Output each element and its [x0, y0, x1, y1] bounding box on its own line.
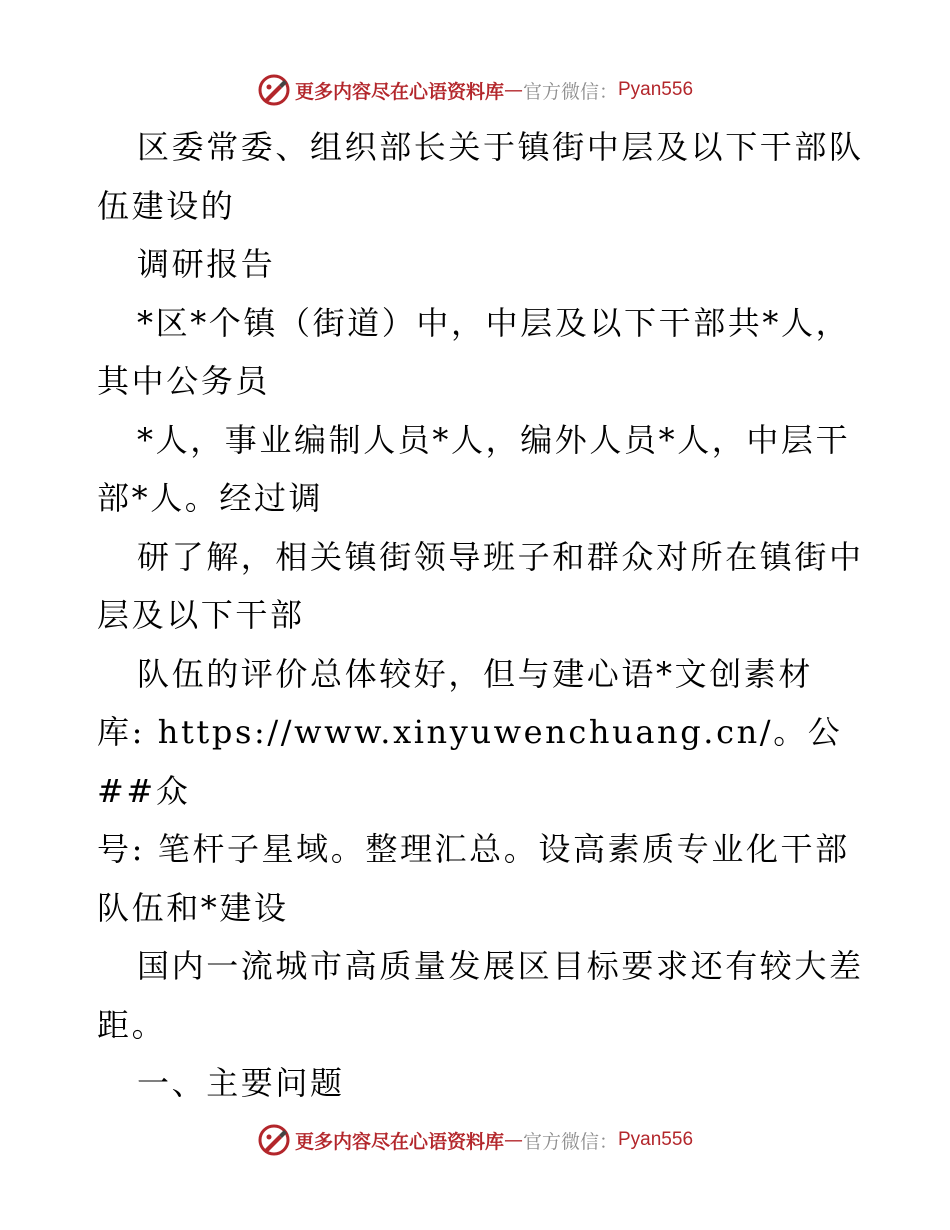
banner-wechat-label: 官方微信： — [522, 80, 618, 103]
text-line: 其中公务员 — [97, 362, 271, 400]
text-line: 伍建设的 — [97, 186, 236, 225]
text-line: 调研报告 — [137, 245, 276, 283]
text-line: 队伍和*建设 — [97, 888, 289, 927]
banner-wechat-label: 官方微信： — [522, 1130, 618, 1153]
pen-logo-icon — [257, 1123, 291, 1157]
banner-separator: — — [503, 79, 523, 101]
text-line: 部*人。经过调 — [97, 479, 324, 517]
text-line: *区*个镇（街道）中，中层及以下干部共*人， — [137, 303, 851, 342]
footer-watermark-banner — [0, 1122, 950, 1158]
pen-logo-icon — [257, 73, 291, 107]
banner-wechat-id: Pyan556 — [618, 1129, 694, 1150]
banner-wechat-id: Pyan556 — [618, 79, 694, 100]
header-watermark-banner — [0, 72, 950, 108]
text-line: 库: https://www.xinyuwenchuang.cn/。公##众 — [97, 713, 843, 810]
banner-main-text: 更多内容尽在心语资料库 — [294, 80, 504, 103]
banner-main-text: 更多内容尽在心语资料库 — [294, 1130, 504, 1153]
text-line: 号: 笔杆子星域。整理汇总。设高素质专业化干部 — [97, 830, 850, 868]
document-body — [97, 118, 867, 1113]
text-line: 一、主要问题 — [137, 1064, 345, 1102]
banner-separator: — — [503, 1129, 523, 1151]
text-line: 层及以下干部 — [97, 596, 305, 634]
document-text — [97, 118, 867, 1113]
text-line: 国内一流城市高质量发展区目标要求还有较大差 — [137, 947, 864, 985]
text-line: *人，事业编制人员*人，编外人员*人，中层干 — [137, 420, 851, 459]
text-line: 区委常委、组织部长关于镇街中层及以下干部队 — [137, 128, 864, 166]
text-line: 距。 — [97, 1005, 167, 1044]
text-line: 研了解，相关镇街领导班子和群众对所在镇街中 — [137, 537, 864, 576]
text-line: 队伍的评价总体较好，但与建心语*文创素材 — [137, 654, 814, 693]
